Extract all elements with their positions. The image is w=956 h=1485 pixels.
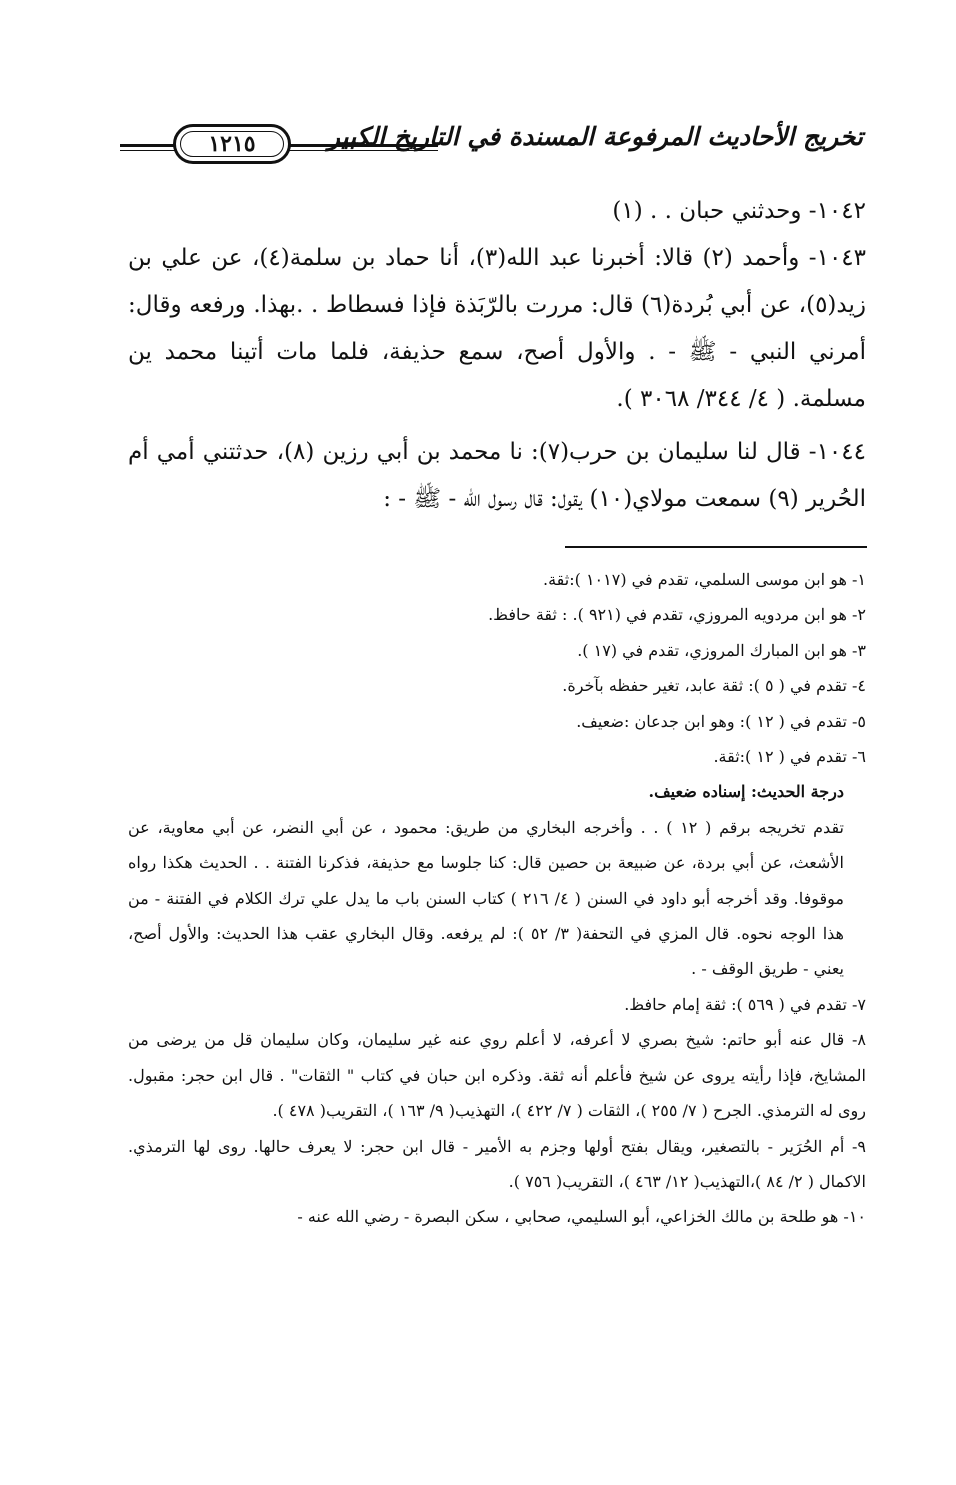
hadith-1042: ١٠٤٢- وحدثني حبان . . (١) xyxy=(612,198,866,224)
running-title: تخريج الأحاديث المرفوعة المسندة في التاريخ الكبير xyxy=(327,122,863,151)
footnote-separator xyxy=(565,546,867,548)
grade-discussion: تقدم تخريجه برقم ( ١٢ ) . . وأخرجه البخاري من طريق: محمود ، عن أبي النضر، عن أبي معاوية، عن الأشعث، عن أبي بردة، عن ضبيعة بن حصين قال: كنا جلوسا مع حذيفة، فذكرنا الفتنة . . الحديث هكذا رواه موقوفا. وقد أخرجه أبو داود في السنن ( ٤/ ٢١٦ ) كتاب السنن باب ما يدل علي ترك الكلام في الفتنة - من هذا الوجه نحوه. قال المزي في التحفة( ٣/ ٥٢ ): لم يرفعه. وقال البخاري عقب هذا الحديث: والأول أصح، يعني - طريق الوقف - . xyxy=(128,817,845,979)
footnote-10: ١٠- هو طلحة بن مالك الخزاعي، أبو السليمي، صحابي ، سكن البصرة - رضي الله عنه - xyxy=(297,1207,866,1227)
footnote-1: ١- هو ابن موسى السلمي، تقدم في (١٠١٧ ):ثقة. xyxy=(543,570,866,589)
footnote-3: ٣- هو ابن المبارك المروزي، تقدم في (١٧ ). xyxy=(577,640,866,660)
page-number-badge xyxy=(173,124,291,164)
page-number: ١٢١٥ xyxy=(208,131,256,157)
footnote-6: ٦- تقدم في ( ١٢ ):ثقة. xyxy=(713,747,866,767)
hadith-grade: درجة الحديث: إسناده ضعيف. xyxy=(648,782,844,802)
footnote-5: ٥- تقدم في ( ١٢ ): وهو ابن جدعان :ضعيف. xyxy=(576,711,866,731)
header-rule xyxy=(288,150,438,151)
hadith-1043: ١٠٤٣- وأحمد (٢) قالا: أخبرنا عبد الله(٣)، أنا حماد بن سلمة(٤)، عن علي بن زيد(٥)، عن أبي بُردة(٦) قال: مررت بالرّبَذة فإذا فسطاط . .بهذا. ورفعه وقال: أمرني النبي - ﷺ - . والأول أصح، سمع حذيفة، فلما مات أتينا محمد ين مسلمة. ( ٤/ ٣٤٤/ ٣٠٦٨ ). xyxy=(128,245,867,412)
footnotes xyxy=(128,562,866,1235)
header-rule xyxy=(120,144,175,147)
footnote-9: ٩- أم الحُرَير - بالتصغير، ويقال بفتح أولها وجزم به الأمير - قال ابن حجر: لا يعرف حالها. روى لها الترمذي. الاكمال ( ٢/ ٨٤ )،التهذيب( ١٢/ ٤٦٣ )، التقريب( ٧٥٦ ). xyxy=(128,1136,867,1191)
footnote-4: ٤- تقدم في ( ٥ ): ثقة عابد، تغير حفظه بآخرة. xyxy=(562,676,866,696)
footnote-7: ٧- تقدم في ( ٥٦٩ ): ثقة إمام حافظ. xyxy=(624,994,866,1014)
footnote-8: ٨- قال عنه أبو حاتم: شيخ بصري لا أعرفه، لا أعلم روي عنه غير سليمان، وكان سليمان قل من يرضى من المشايخ، فإذا رأيته يروى عن شيخ فأعلم أنه ثقة. وذكره ابن حبان في كتاب " الثقات" . قال ابن حجر: مقبول. روى له الترمذي. الجرح ( ٧/ ٢٥٥ )، الثقات ( ٧/ ٤٢٢ )، التهذيب( ٩/ ١٦٣ )، التقريب( ٤٧٨ ). xyxy=(128,1030,867,1121)
header-rule xyxy=(288,144,438,147)
hadith-1044: ١٠٤٤- قال لنا سليمان بن حرب(٧): نا محمد بن أبي رزين (٨)، حدثتني أمي أم الحُرير (٩) سمعت مولاي(١٠) يقول: قال رسول الله - ﷺ - : xyxy=(128,439,866,512)
main-text xyxy=(128,188,866,523)
header-rule xyxy=(120,150,175,151)
page-header xyxy=(118,118,863,174)
footnote-2: ٢- هو ابن مردويه المروزي، تقدم في (٩٢١ ). : ثقة حافظ. xyxy=(488,605,866,625)
